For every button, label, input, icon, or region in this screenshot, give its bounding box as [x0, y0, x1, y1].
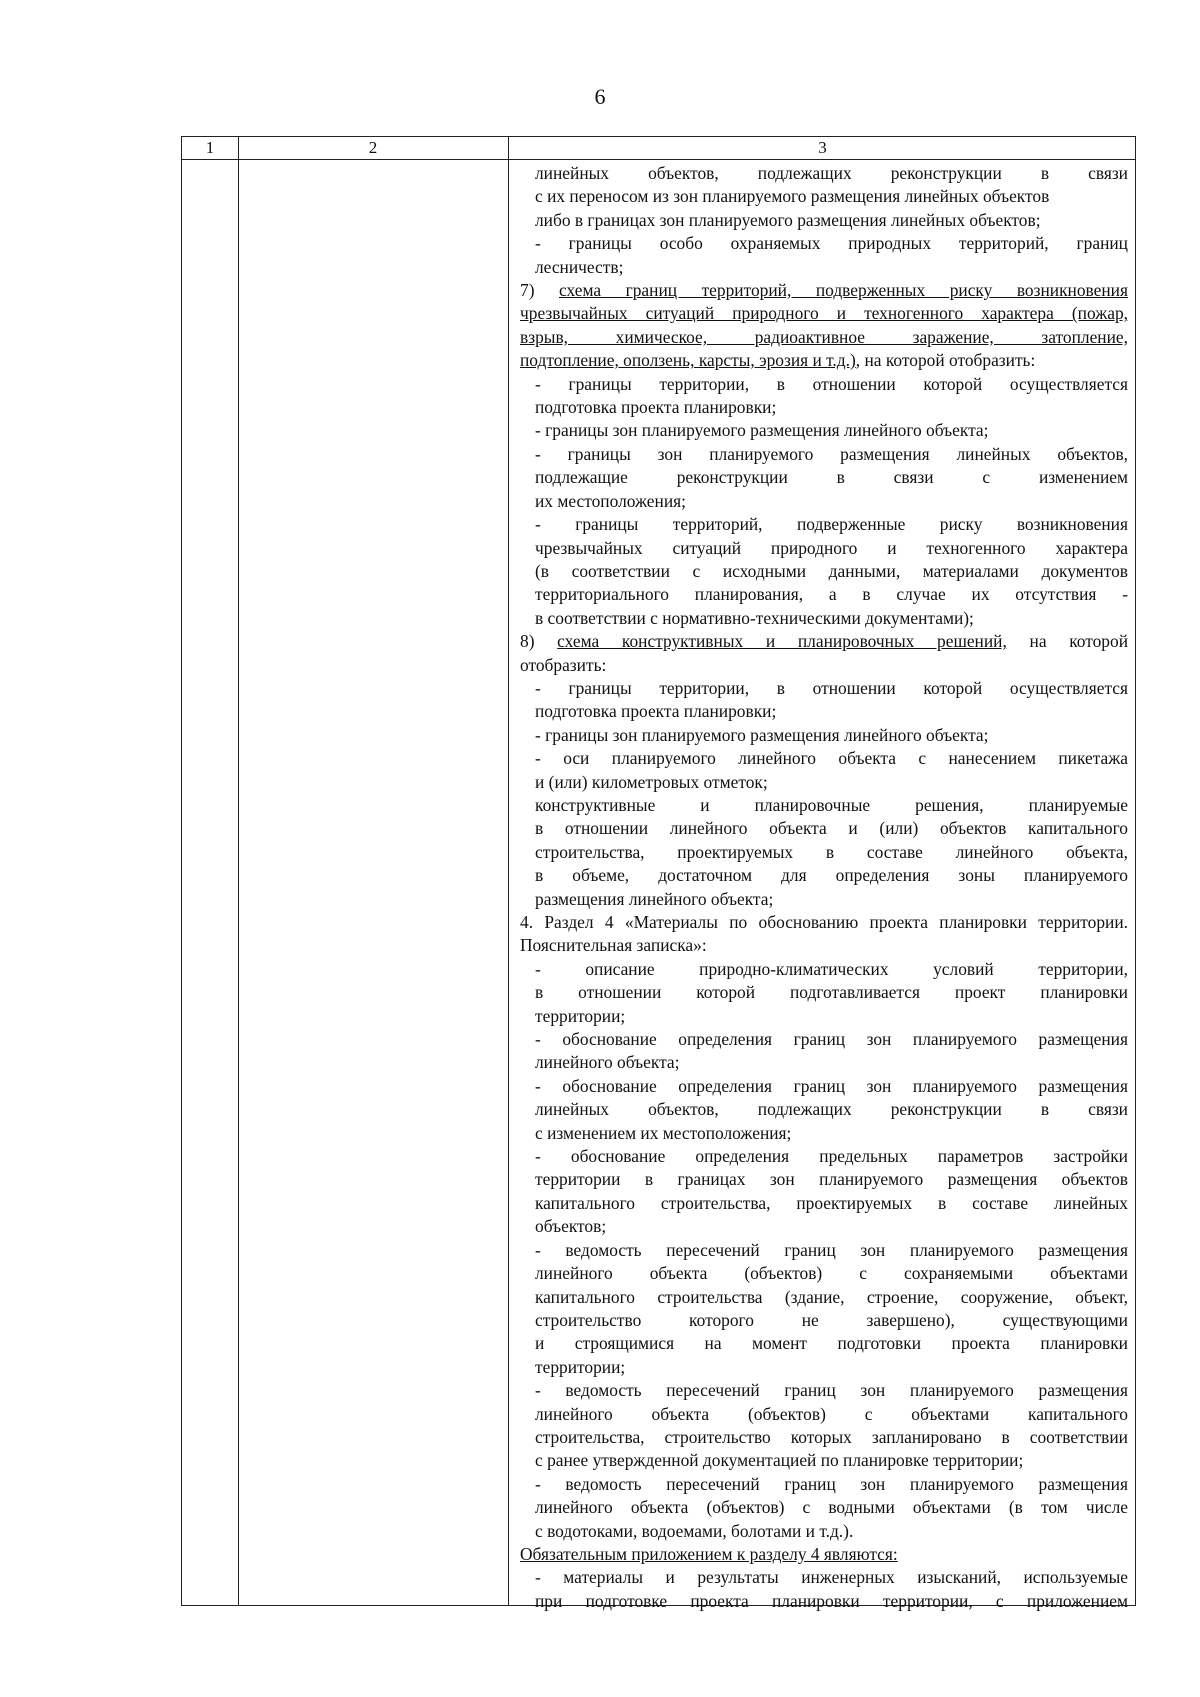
text-line: - границы зон планируемого размещения линейного объекта;: [535, 724, 989, 745]
column-divider: [238, 137, 239, 1605]
text-segment: 7): [520, 280, 559, 301]
column-header-2: 2: [368, 138, 378, 157]
text-line: территории;: [535, 1005, 626, 1026]
text-line: [520, 279, 1128, 302]
text-line: в отношении которой подготавливается проект планировки: [535, 982, 1128, 1003]
text-line: строительства, проектируемых в составе линейного объекта,: [535, 841, 1128, 862]
text-line: их местоположения;: [535, 490, 686, 511]
text-line: [520, 630, 1128, 653]
text-line: отобразить:: [520, 654, 607, 675]
text-line: линейных объектов, подлежащих реконструкции в связи: [535, 163, 1128, 183]
column-divider: [508, 137, 509, 1605]
text-line: подлежащие реконструкции в связи с изменением: [535, 467, 1128, 488]
text-line: - ведомость пересечений границ зон планируемого размещения: [535, 1239, 1128, 1260]
text-line: линейного объекта;: [535, 1052, 680, 1073]
text-line: территориального планирования, а в случае их отсутствия -: [535, 584, 1128, 605]
text-segment: подтопление, оползень, карсты, эрозия и т.д.): [520, 350, 856, 371]
page-number: 6: [594, 84, 606, 109]
text-line: лесничеств;: [535, 256, 624, 277]
text-line: строительство которого не завершено), существующими: [535, 1309, 1128, 1330]
text-line: в отношении линейного объекта и (или) объектов капитального: [535, 818, 1128, 839]
text-line: линейных объектов, подлежащих реконструкции в связи: [535, 1099, 1128, 1120]
text-line: [520, 349, 1128, 372]
text-line: с водотоками, водоемами, болотами и т.д.).: [535, 1520, 854, 1541]
text-line: - материалы и результаты инженерных изысканий, используемые: [535, 1567, 1128, 1588]
text-line: строительства, строительство которых запланировано в соответствии: [535, 1426, 1128, 1447]
text-line: чрезвычайных ситуаций природного и техногенного характера (пожар,: [520, 303, 1128, 324]
text-segment: схема конструктивных и планировочных решений,: [557, 631, 1007, 652]
text-line: - ведомость пересечений границ зон планируемого размещения: [535, 1473, 1128, 1494]
column-header-1: 1: [205, 138, 215, 157]
text-line: территории в границах зон планируемого размещения объектов: [535, 1169, 1128, 1190]
text-segment: , на которой отобразить:: [855, 350, 1036, 371]
text-line: территории;: [535, 1356, 626, 1377]
column-header-3: 3: [818, 138, 827, 157]
text-line: линейного объекта (объектов) с объектами капитального: [535, 1403, 1128, 1424]
text-line: - обоснование определения границ зон планируемого размещения: [535, 1075, 1128, 1096]
text-line: чрезвычайных ситуаций природного и техногенного характера: [535, 537, 1128, 558]
text-line: - границы особо охраняемых природных территорий, границ: [535, 233, 1128, 254]
text-line: - границы территорий, подверженные риску возникновения: [535, 514, 1128, 535]
text-segment: 8): [520, 631, 558, 652]
text-line: при подготовке проекта планировки территории, с приложением: [535, 1590, 1128, 1611]
text-line: с изменением их местоположения;: [535, 1122, 792, 1143]
text-line: 4. Раздел 4 «Материалы по обоснованию проекта планировки территории.: [520, 912, 1128, 932]
text-line: с их переносом из зон планируемого размещения линейных объектов: [535, 186, 1050, 207]
text-line: объектов;: [535, 1216, 607, 1237]
text-segment: на которой: [1006, 631, 1128, 652]
text-line: (в соответствии с исходными данными, материалами документов: [535, 560, 1128, 581]
text-line: подготовка проекта планировки;: [535, 701, 777, 722]
text-line: и строящимися на момент подготовки проекта планировки: [535, 1333, 1128, 1354]
text-line: Пояснительная записка»:: [520, 935, 707, 956]
text-line: взрыв, химическое, радиоактивное заражение, затопление,: [520, 326, 1128, 347]
text-line: либо в границах зон планируемого размещения линейных объектов;: [535, 209, 1041, 230]
text-line: - границы территории, в отношении которой осуществляется: [535, 373, 1128, 394]
header-divider: [182, 159, 1135, 160]
text-line: с ранее утвержденной документацией по планировке территории;: [535, 1450, 1024, 1471]
text-line: в соответствии с нормативно-техническими документами);: [535, 607, 974, 628]
document-table: [181, 136, 1136, 1611]
text-line: в объеме, достаточном для определения зоны планируемого: [535, 865, 1128, 886]
text-line: - обоснование определения предельных параметров застройки: [535, 1146, 1128, 1167]
text-line: - ведомость пересечений границ зон планируемого размещения: [535, 1380, 1128, 1401]
text-line: размещения линейного объекта;: [535, 888, 774, 909]
text-line: конструктивные и планировочные решения, планируемые: [535, 794, 1128, 815]
text-line: капитального строительства (здание, строение, сооружение, объект,: [535, 1286, 1128, 1307]
text-segment: схема границ территорий, подверженных риску возникновения: [559, 280, 1128, 301]
text-line: - оси планируемого линейного объекта с нанесением пикетажа: [535, 748, 1128, 769]
text-line: линейного объекта (объектов) с водными объектами (в том числе: [535, 1497, 1128, 1518]
text-line: - обоснование определения границ зон планируемого размещения: [535, 1029, 1128, 1050]
text-line: капитального строительства, проектируемых в составе линейных: [535, 1192, 1128, 1213]
text-line: Обязательным приложением к разделу 4 являются:: [520, 1543, 898, 1564]
text-line: - описание природно-климатических условий территории,: [535, 958, 1128, 979]
text-line: и (или) километровых отметок;: [535, 771, 768, 792]
text-line: - границы зон планируемого размещения линейного объекта;: [535, 420, 989, 441]
text-line: - границы зон планируемого размещения линейных объектов,: [535, 443, 1128, 464]
table-cell-text: [520, 162, 1128, 1613]
text-line: - границы территории, в отношении которой осуществляется: [535, 677, 1128, 698]
text-line: подготовка проекта планировки;: [535, 397, 777, 418]
text-line: линейного объекта (объектов) с сохраняемыми объектами: [535, 1263, 1128, 1284]
